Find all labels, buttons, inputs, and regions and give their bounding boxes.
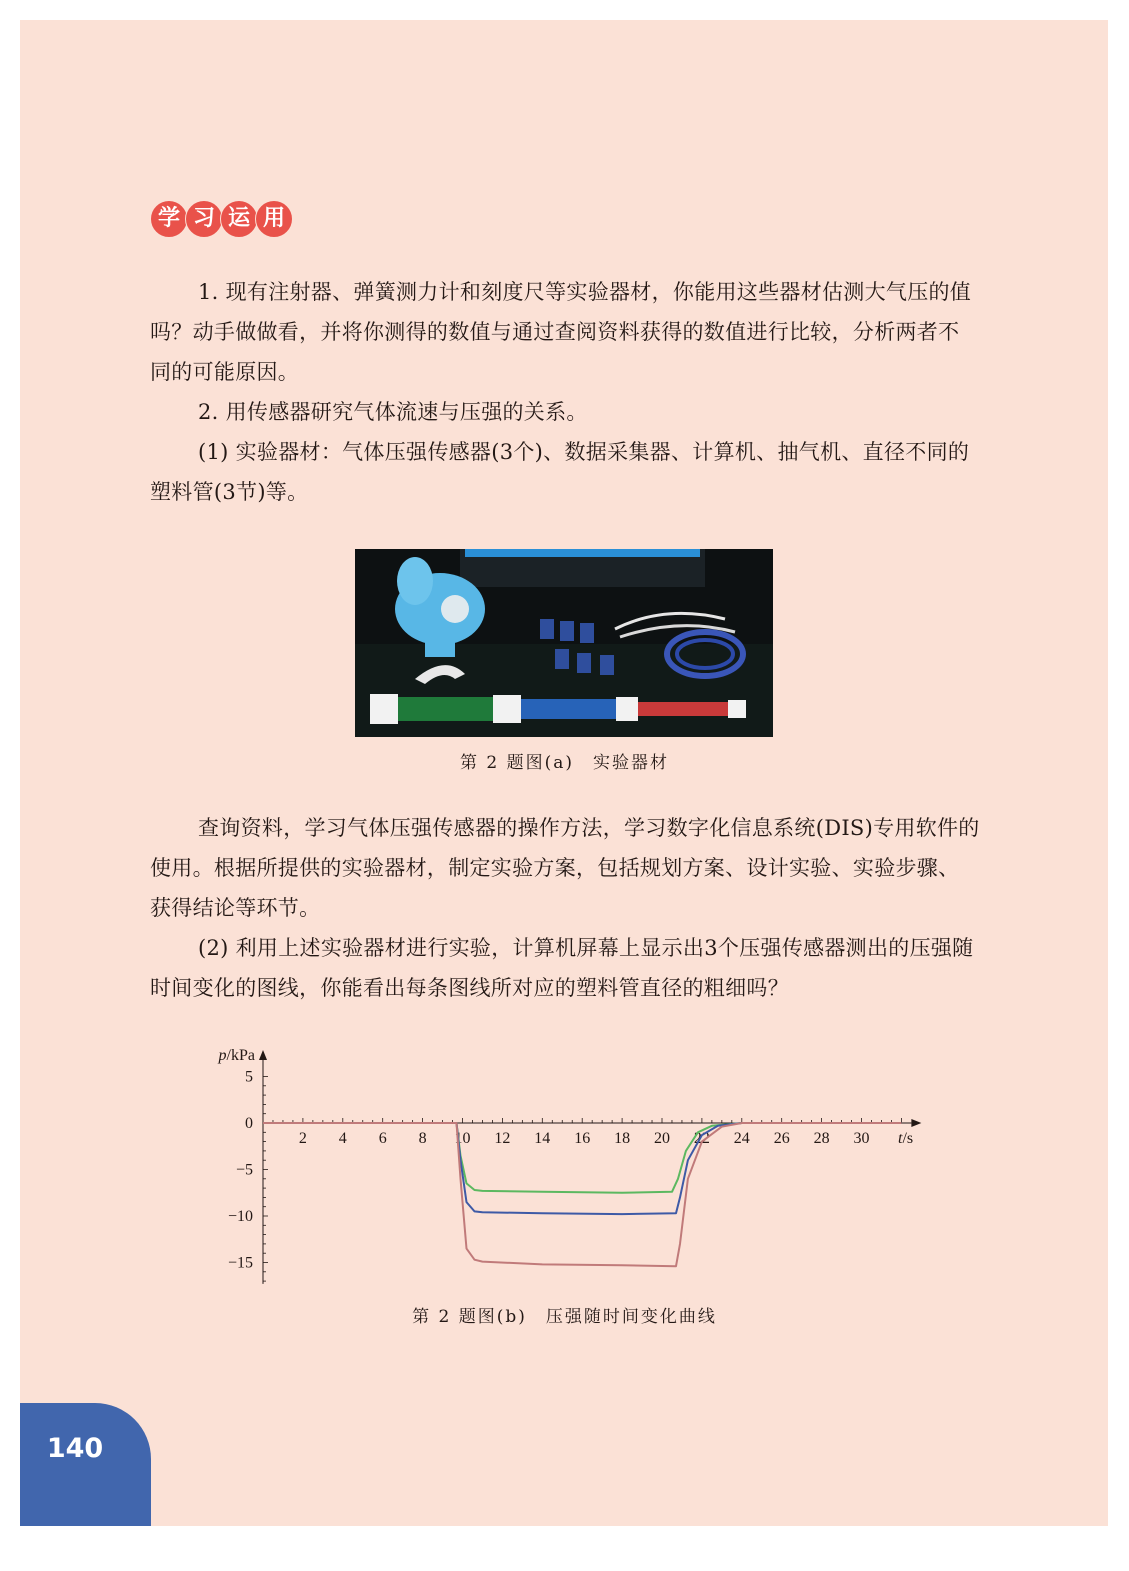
question-2-description: 查询资料，学习气体压强传感器的操作方法，学习数字化信息系统(DIS)专用软件的使用。根据所提供的实验器材，制定实验方案，包括规划方案、设计实验、实验步骤、获得结论等环节。 [150, 816, 980, 920]
section-title-badge [150, 200, 290, 238]
equipment-photo [355, 549, 773, 737]
question-1: 1. 现有注射器、弹簧测力计和刻度尺等实验器材，你能用这些器材估测大气压的值吗？动手做做看，并将你测得的数值与通过查阅资料获得的数值进行比较，分析两者不同的可能原因。 [150, 280, 972, 384]
x-tick-label: 8 [418, 1130, 427, 1147]
y-axis-arrow [259, 1050, 267, 1060]
y-tick-label: −5 [235, 1161, 253, 1179]
y-tick-label: 0 [245, 1115, 253, 1132]
x-tick-label: 28 [813, 1130, 830, 1147]
question-2-part-2: (2) 利用上述实验器材进行实验，计算机屏幕上显示出3个压强传感器测出的压强随时间变化的图线，你能看出每条图线所对应的塑料管直径的粗细吗？ [150, 936, 974, 1000]
y-tick-label: 5 [245, 1068, 253, 1086]
x-tick-label: 30 [853, 1130, 870, 1147]
question-block-bottom [150, 808, 980, 1008]
x-tick-label: 14 [534, 1130, 551, 1147]
page-number: 140 [46, 1433, 104, 1464]
section-title-char: 运 [220, 200, 258, 238]
section-title-char: 用 [255, 200, 293, 238]
section-title-char: 学 [150, 200, 188, 238]
question-2-part-1: (1) 实验器材：气体压强传感器(3个)、数据采集器、计算机、抽气机、直径不同的塑料管(3节)等。 [150, 440, 970, 504]
x-tick-label: 6 [378, 1130, 387, 1147]
x-tick-label: 24 [733, 1130, 750, 1147]
x-tick-label: 22 [693, 1130, 710, 1147]
equipment-photo-illustration [355, 549, 773, 737]
x-axis-arrow [911, 1119, 921, 1127]
x-tick-label: 12 [494, 1130, 511, 1147]
y-tick-label: −10 [227, 1208, 253, 1225]
section-title-char: 习 [185, 200, 223, 238]
x-tick-label: 10 [454, 1130, 471, 1147]
figure-a-caption: 第 2 题图(a) 实验器材 [459, 753, 670, 773]
y-axis-label: p/kPa [218, 1047, 255, 1064]
x-tick-label: 16 [574, 1130, 591, 1147]
x-axis-label: t/s [898, 1130, 914, 1147]
question-block-top [150, 272, 980, 512]
figure-b-caption: 第 2 题图(b) 压强随时间变化曲线 [412, 1307, 717, 1327]
x-tick-label: 20 [654, 1130, 670, 1147]
x-tick-label: 26 [773, 1130, 790, 1147]
x-tick-label: 2 [298, 1130, 307, 1147]
y-tick-label: −15 [227, 1254, 253, 1272]
x-tick-label: 18 [614, 1130, 631, 1147]
question-2: 2. 用传感器研究气体流速与压强的关系。 [198, 400, 588, 424]
x-tick-label: 4 [338, 1130, 347, 1147]
page-number-tab [20, 1403, 151, 1526]
